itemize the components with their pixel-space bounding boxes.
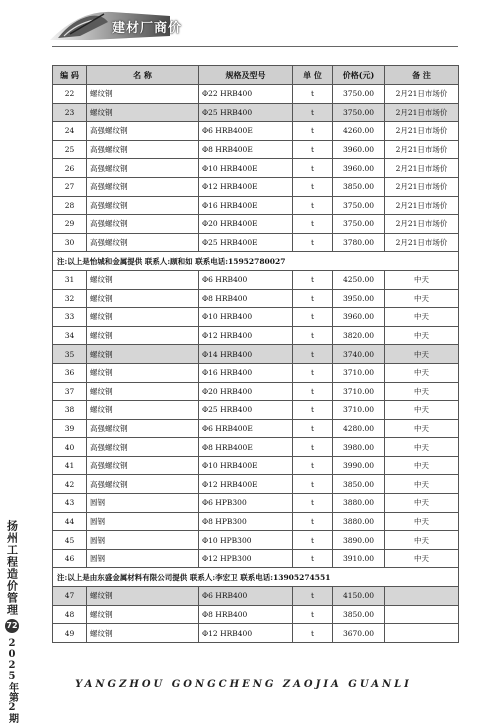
cell-unit: t	[293, 345, 333, 364]
cell-price: 3890.00	[333, 531, 385, 550]
supplier-note: 注:以上是由东盛金属材料有限公司提供 联系人:李宏卫 联系电话:13905274551	[53, 568, 459, 587]
table-row	[53, 233, 459, 252]
cell-spec: Φ12 HRB400	[199, 326, 293, 345]
table-row	[53, 549, 459, 568]
cell-code: 46	[53, 549, 87, 568]
table-row	[53, 587, 459, 606]
cell-price: 3740.00	[333, 345, 385, 364]
cell-note: 2月21日市场价	[385, 196, 459, 215]
cell-price: 3880.00	[333, 512, 385, 531]
cell-code: 44	[53, 512, 87, 531]
cell-code: 43	[53, 494, 87, 513]
cell-spec: Φ6 HRB400	[199, 270, 293, 289]
cell-note: 中天	[385, 401, 459, 420]
table-row	[53, 456, 459, 475]
cell-note: 2月21日市场价	[385, 215, 459, 234]
table-row	[53, 475, 459, 494]
cell-spec: Φ6 HPB300	[199, 494, 293, 513]
cell-unit: t	[293, 363, 333, 382]
cell-code: 37	[53, 382, 87, 401]
cell-spec: Φ8 HPB300	[199, 512, 293, 531]
price-table	[52, 65, 459, 643]
cell-unit: t	[293, 103, 333, 122]
cell-note: 中天	[385, 438, 459, 457]
cell-name: 螺纹钢	[87, 624, 199, 643]
cell-note: 2月21日市场价	[385, 103, 459, 122]
cell-code: 40	[53, 438, 87, 457]
cell-note: 2月21日市场价	[385, 177, 459, 196]
cell-name: 螺纹钢	[87, 103, 199, 122]
cell-note	[385, 587, 459, 606]
cell-price: 4150.00	[333, 587, 385, 606]
cell-code: 42	[53, 475, 87, 494]
cell-code: 48	[53, 605, 87, 624]
cell-unit: t	[293, 549, 333, 568]
cell-spec: Φ12 HRB400	[199, 624, 293, 643]
cell-unit: t	[293, 624, 333, 643]
cell-name: 螺纹钢	[87, 587, 199, 606]
cell-note: 中天	[385, 363, 459, 382]
cell-note: 中天	[385, 531, 459, 550]
cell-code: 36	[53, 363, 87, 382]
table-row	[53, 122, 459, 141]
cell-code: 45	[53, 531, 87, 550]
cell-name: 螺纹钢	[87, 85, 199, 104]
cell-name: 高强螺纹钢	[87, 122, 199, 141]
cell-spec: Φ12 HRB400E	[199, 177, 293, 196]
cell-note: 中天	[385, 419, 459, 438]
table-row	[53, 624, 459, 643]
cell-spec: Φ14 HRB400	[199, 345, 293, 364]
cell-spec: Φ6 HRB400E	[199, 122, 293, 141]
cell-unit: t	[293, 215, 333, 234]
supplier-note-row	[53, 568, 459, 587]
cell-unit: t	[293, 308, 333, 327]
cell-note: 中天	[385, 289, 459, 308]
cell-code: 24	[53, 122, 87, 141]
cell-price: 3710.00	[333, 363, 385, 382]
cell-unit: t	[293, 456, 333, 475]
cell-code: 27	[53, 177, 87, 196]
cell-unit: t	[293, 270, 333, 289]
cell-code: 38	[53, 401, 87, 420]
cell-code: 41	[53, 456, 87, 475]
cell-unit: t	[293, 587, 333, 606]
col-header-spec: 规格及型号	[199, 66, 293, 85]
cell-price: 3880.00	[333, 494, 385, 513]
cell-name: 高强螺纹钢	[87, 196, 199, 215]
cell-unit: t	[293, 177, 333, 196]
cell-name: 高强螺纹钢	[87, 475, 199, 494]
cell-price: 3670.00	[333, 624, 385, 643]
cell-unit: t	[293, 401, 333, 420]
cell-price: 3710.00	[333, 382, 385, 401]
cell-unit: t	[293, 196, 333, 215]
cell-note: 中天	[385, 326, 459, 345]
table-row	[53, 159, 459, 178]
cell-code: 31	[53, 270, 87, 289]
cell-name: 螺纹钢	[87, 401, 199, 420]
cell-name: 螺纹钢	[87, 363, 199, 382]
cell-spec: Φ6 HRB400E	[199, 419, 293, 438]
cell-name: 高强螺纹钢	[87, 140, 199, 159]
cell-note: 2月21日市场价	[385, 122, 459, 141]
cell-name: 圆钢	[87, 549, 199, 568]
cell-spec: Φ8 HRB400E	[199, 140, 293, 159]
cell-code: 32	[53, 289, 87, 308]
cell-unit: t	[293, 475, 333, 494]
cell-note	[385, 605, 459, 624]
col-header-note: 备 注	[385, 66, 459, 85]
cell-price: 3910.00	[333, 549, 385, 568]
cell-note: 中天	[385, 494, 459, 513]
cell-code: 23	[53, 103, 87, 122]
cell-spec: Φ16 HRB400	[199, 363, 293, 382]
cell-note: 2月21日市场价	[385, 85, 459, 104]
table-row	[53, 308, 459, 327]
cell-name: 圆钢	[87, 531, 199, 550]
cell-name: 高强螺纹钢	[87, 456, 199, 475]
cell-unit: t	[293, 419, 333, 438]
cell-note: 2月21日市场价	[385, 233, 459, 252]
cell-name: 高强螺纹钢	[87, 438, 199, 457]
cell-code: 28	[53, 196, 87, 215]
page-number-badge: 72	[5, 619, 19, 633]
cell-unit: t	[293, 140, 333, 159]
cell-spec: Φ25 HRB400	[199, 401, 293, 420]
cell-code: 35	[53, 345, 87, 364]
cell-code: 30	[53, 233, 87, 252]
cell-name: 螺纹钢	[87, 605, 199, 624]
cell-unit: t	[293, 289, 333, 308]
cell-spec: Φ12 HPB300	[199, 549, 293, 568]
cell-price: 3990.00	[333, 456, 385, 475]
cell-spec: Φ10 HPB300	[199, 531, 293, 550]
cell-price: 3710.00	[333, 401, 385, 420]
cell-note	[385, 624, 459, 643]
table-row	[53, 326, 459, 345]
cell-name: 高强螺纹钢	[87, 177, 199, 196]
table-row	[53, 215, 459, 234]
journal-name: 扬州工程造价管理	[5, 520, 19, 616]
table-row	[53, 85, 459, 104]
cell-spec: Φ8 HRB400	[199, 289, 293, 308]
cell-note: 中天	[385, 475, 459, 494]
issue-label: 2025年第2期	[6, 638, 18, 723]
cell-unit: t	[293, 512, 333, 531]
cell-code: 47	[53, 587, 87, 606]
cell-note: 中天	[385, 308, 459, 327]
sidebar-journal-info	[4, 520, 20, 723]
cell-price: 3750.00	[333, 215, 385, 234]
table-row	[53, 531, 459, 550]
cell-note: 中天	[385, 382, 459, 401]
table-row	[53, 140, 459, 159]
col-header-code: 编 码	[53, 66, 87, 85]
cell-spec: Φ10 HRB400	[199, 308, 293, 327]
footer-pinyin: YANGZHOU GONGCHENG ZAOJIA GUANLI	[75, 679, 412, 690]
cell-code: 25	[53, 140, 87, 159]
table-row	[53, 103, 459, 122]
cell-price: 3850.00	[333, 475, 385, 494]
cell-note: 2月21日市场价	[385, 140, 459, 159]
cell-unit: t	[293, 531, 333, 550]
cell-unit: t	[293, 85, 333, 104]
cell-code: 26	[53, 159, 87, 178]
section-title: 建材厂商价	[112, 21, 183, 36]
cell-spec: Φ8 HRB400E	[199, 438, 293, 457]
cell-spec: Φ20 HRB400	[199, 382, 293, 401]
table-row	[53, 605, 459, 624]
cell-code: 34	[53, 326, 87, 345]
col-header-unit: 单 位	[293, 66, 333, 85]
cell-price: 3950.00	[333, 289, 385, 308]
cell-spec: Φ16 HRB400E	[199, 196, 293, 215]
table-row	[53, 419, 459, 438]
cell-code: 49	[53, 624, 87, 643]
cell-price: 3820.00	[333, 326, 385, 345]
cell-unit: t	[293, 326, 333, 345]
cell-code: 29	[53, 215, 87, 234]
table-row	[53, 401, 459, 420]
cell-spec: Φ12 HRB400E	[199, 475, 293, 494]
cell-price: 3960.00	[333, 140, 385, 159]
cell-unit: t	[293, 605, 333, 624]
cell-spec: Φ25 HRB400E	[199, 233, 293, 252]
cell-price: 3850.00	[333, 605, 385, 624]
table-row	[53, 512, 459, 531]
cell-name: 螺纹钢	[87, 270, 199, 289]
cell-price: 3750.00	[333, 85, 385, 104]
cell-unit: t	[293, 494, 333, 513]
cell-spec: Φ10 HRB400E	[199, 159, 293, 178]
table-row	[53, 289, 459, 308]
table-row	[53, 382, 459, 401]
cell-spec: Φ22 HRB400	[199, 85, 293, 104]
cell-note: 中天	[385, 549, 459, 568]
cell-spec: Φ10 HRB400E	[199, 456, 293, 475]
cell-price: 3850.00	[333, 177, 385, 196]
cell-name: 螺纹钢	[87, 382, 199, 401]
table-row	[53, 196, 459, 215]
cell-unit: t	[293, 159, 333, 178]
cell-note: 中天	[385, 345, 459, 364]
table-row	[53, 177, 459, 196]
cell-name: 螺纹钢	[87, 289, 199, 308]
cell-price: 4260.00	[333, 122, 385, 141]
cell-price: 4250.00	[333, 270, 385, 289]
supplier-note: 注:以上是怡城和金属提供 联系人:顾和如 联系电话:15952780027	[53, 252, 459, 271]
cell-price: 4280.00	[333, 419, 385, 438]
cell-name: 螺纹钢	[87, 345, 199, 364]
cell-unit: t	[293, 438, 333, 457]
cell-code: 22	[53, 85, 87, 104]
cell-note: 中天	[385, 456, 459, 475]
cell-name: 螺纹钢	[87, 326, 199, 345]
cell-unit: t	[293, 382, 333, 401]
cell-price: 3980.00	[333, 438, 385, 457]
cell-spec: Φ8 HRB400	[199, 605, 293, 624]
cell-note: 中天	[385, 512, 459, 531]
cell-spec: Φ6 HRB400	[199, 587, 293, 606]
cell-spec: Φ20 HRB400E	[199, 215, 293, 234]
table-header-row	[53, 66, 459, 85]
cell-unit: t	[293, 122, 333, 141]
cell-name: 圆钢	[87, 512, 199, 531]
cell-name: 圆钢	[87, 494, 199, 513]
table-row	[53, 345, 459, 364]
header-rule	[52, 46, 458, 47]
cell-spec: Φ25 HRB400	[199, 103, 293, 122]
supplier-note-row	[53, 252, 459, 271]
cell-price: 3960.00	[333, 308, 385, 327]
cell-price: 3960.00	[333, 159, 385, 178]
cell-price: 3780.00	[333, 233, 385, 252]
cell-name: 高强螺纹钢	[87, 159, 199, 178]
cell-note: 中天	[385, 270, 459, 289]
cell-code: 33	[53, 308, 87, 327]
cell-price: 3750.00	[333, 196, 385, 215]
table-body	[53, 85, 459, 643]
cell-name: 螺纹钢	[87, 308, 199, 327]
cell-name: 高强螺纹钢	[87, 419, 199, 438]
cell-name: 高强螺纹钢	[87, 215, 199, 234]
table-row	[53, 438, 459, 457]
cell-unit: t	[293, 233, 333, 252]
cell-note: 2月21日市场价	[385, 159, 459, 178]
col-header-name: 名 称	[87, 66, 199, 85]
cell-code: 39	[53, 419, 87, 438]
col-header-price: 价格(元)	[333, 66, 385, 85]
table-row	[53, 494, 459, 513]
cell-name: 高强螺纹钢	[87, 233, 199, 252]
table-row	[53, 270, 459, 289]
table-row	[53, 363, 459, 382]
cell-price: 3750.00	[333, 103, 385, 122]
